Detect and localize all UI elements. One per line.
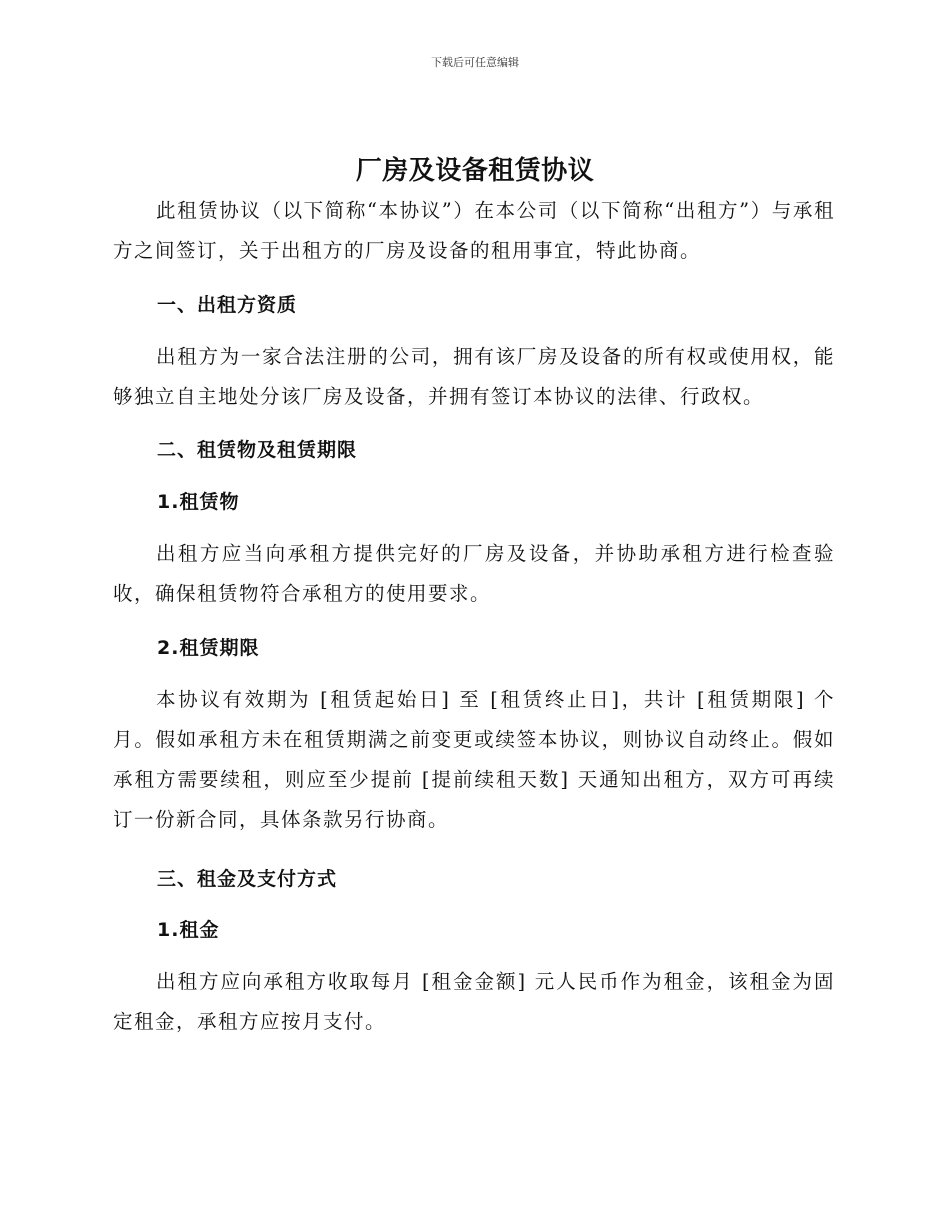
section-3-heading: 三、租金及支付方式 xyxy=(157,868,338,890)
section-2-1-heading: 1.租赁物 xyxy=(157,491,240,513)
section-1-paragraph: 出租方为一家合法注册的公司，拥有该厂房及设备的所有权或使用权，能够独立自主地处分该厂房及设备，并拥有签订本协议的法律、行政权。 xyxy=(113,345,835,408)
section-3-1-heading: 1.租金 xyxy=(157,919,220,941)
section-2-2-paragraph: 本协议有效期为 [租赁起始日] 至 [租赁终止日]，共计 [租赁期限] 个月。假如承租方未在租赁期满之前变更或续签本协议，则协议自动终止。假如承租方需要续租，则应至少提前 [提前续租天数] 天通知出租方，双方可再续订一份新合同，具体条款另行协商。 xyxy=(113,688,835,831)
section-2-heading: 二、租赁物及租赁期限 xyxy=(157,439,358,461)
intro-paragraph: 此租赁协议（以下简称“本协议”）在本公司（以下简称“出租方”）与承租方之间签订，关于出租方的厂房及设备的租用事宜，特此协商。 xyxy=(113,199,835,262)
section-2-1-paragraph: 出租方应当向承租方提供完好的厂房及设备，并协助承租方进行检查验收，确保租赁物符合承租方的使用要求。 xyxy=(113,542,835,605)
document-title: 厂房及设备租赁协议 xyxy=(355,156,595,186)
section-3-1-paragraph: 出租方应向承租方收取每月 [租金金额] 元人民币作为租金，该租金为固定租金，承租方应按月支付。 xyxy=(113,970,835,1033)
section-1-heading: 一、出租方资质 xyxy=(157,294,298,316)
section-2-2-heading: 2.租赁期限 xyxy=(157,637,260,659)
page-header-note: 下载后可任意编辑 xyxy=(431,56,519,69)
